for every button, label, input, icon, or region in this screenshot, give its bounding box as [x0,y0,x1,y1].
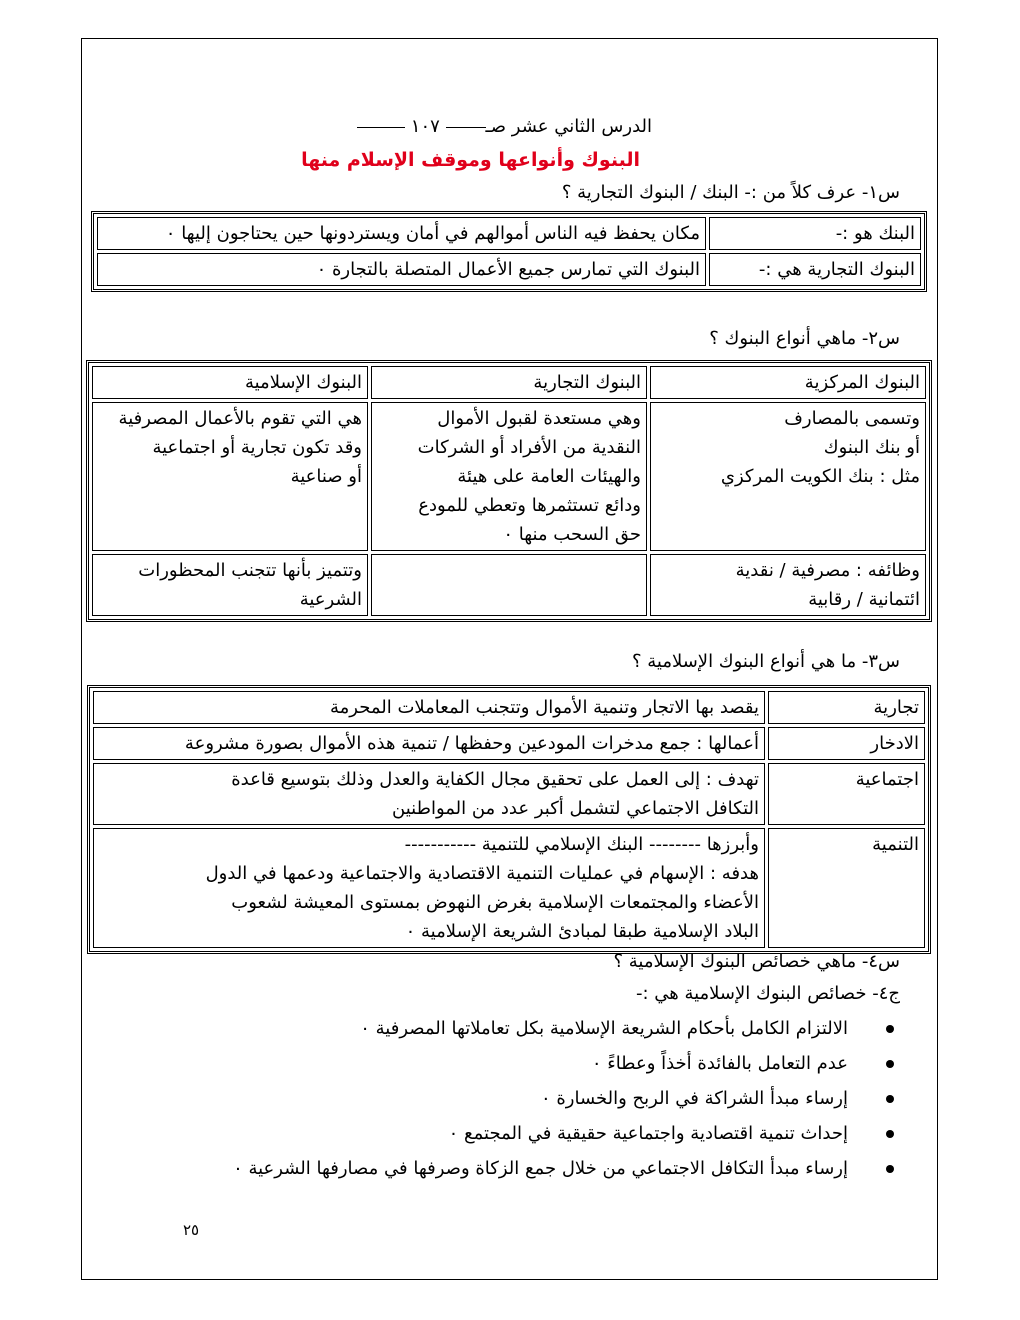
list-item-text: إرساء مبدأ التكافل الاجتماعي من خلال جمع الزكاة وصرفها في مصارفها الشرعية ٠ [233,1158,848,1179]
list-item-text: إرساء مبدأ الشراكة في الربح والخسارة ٠ [540,1088,848,1109]
table-row [93,727,925,760]
desc-line: أو صناعية [290,466,362,487]
desc-line: أعمالها : جمع مدخرات المودعين وحفظها / تنمية هذه الأموال بصورة مشروعة [184,733,759,754]
bullet-icon [886,1130,894,1138]
q1-definition: البنوك التي تمارس جميع الأعمال المتصلة بالتجارة ٠ [97,253,706,286]
page-number: ٢٥ [183,1221,200,1239]
desc-line: والهيئات العامة على هيئة [457,466,641,487]
desc-line: أو بنك البنوك [823,437,920,458]
q1-question: س١- عرف كلاً من :- البنك / البنوك التجارية ؟ [561,182,900,203]
commercial-banks-description [371,402,647,551]
desc-line: وتسمى بالمصارف [784,408,920,429]
q1-term: البنوك التجارية هي :- [709,253,921,286]
q1-definition: مكان يحفظ فيه الناس أموالهم في أمان ويستردونها حين يحتاجون إليها ٠ [97,217,706,250]
central-banks-functions [650,554,926,616]
list-item [170,1012,900,1047]
lesson-title-text: الدرس الثاني عشر صـ [485,116,652,137]
desc-line: وظائفه : مصرفية / نقدية [735,560,920,581]
desc-line: تهدف : إلى العمل على تحقيق مجال الكفاية والعدل وذلك بتوسيع قاعدة [231,769,759,790]
header-central-banks: البنوك المركزية [650,366,926,399]
desc-line: النقدية من الأفراد أو الشركات [417,437,641,458]
table-row [93,828,925,948]
desc-line: البلاد الإسلامية طبقا لمبادئ الشريعة الإسلامية ٠ [405,921,759,942]
type-label: التنمية [768,828,925,948]
table-row [93,763,925,825]
lesson-title [300,116,652,137]
type-label: اجتماعية [768,763,925,825]
q3-islamic-types-table [87,685,931,954]
table-row [92,366,926,399]
bullet-icon [886,1060,894,1068]
type-description [93,763,765,825]
bullet-icon [886,1025,894,1033]
type-description [93,691,765,724]
desc-line: التكافل الاجتماعي لتشمل أكبر عدد من المواطنين [392,798,759,819]
desc-line: ائتمانية / رقابية [808,589,920,610]
q1-definitions-table [91,211,927,292]
table-row [92,402,926,551]
type-description [93,727,765,760]
desc-line: هدفه : الإسهام في عمليات التنمية الاقتصادية والاجتماعية ودعمها في الدول [205,863,759,884]
table-row [92,554,926,616]
title-rule-1 [446,127,486,128]
lesson-page-number: ١٠٧ [410,116,440,137]
bullet-icon [886,1095,894,1103]
islamic-banks-extra [92,554,368,616]
desc-line: وقد تكون تجارية أو اجتماعية [152,437,362,458]
type-label: الادخار [768,727,925,760]
list-item-text: عدم التعامل بالفائدة أخذاً وعطاءً ٠ [591,1053,848,1074]
q3-question: س٣- ما هي أنواع البنوك الإسلامية ؟ [631,651,900,672]
q2-question: س٢- ماهي أنواع البنوك ؟ [709,328,900,349]
list-item [170,1047,900,1082]
desc-line: حق السحب منها ٠ [503,524,641,545]
type-label: تجارية [768,691,925,724]
desc-line: الأعضاء والمجتمعات الإسلامية بغرض النهوض بمستوى المعيشة لشعوب [231,892,759,913]
list-item [170,1117,900,1152]
desc-line: وأبرزها -------- البنك الإسلامي للتنمية ----------- [404,834,759,855]
q1-term: البنك هو :- [709,217,921,250]
title-rule-2 [357,127,405,128]
header-islamic-banks: البنوك الإسلامية [92,366,368,399]
list-item-text: الالتزام الكامل بأحكام الشريعة الإسلامية بكل تعاملاتها المصرفية ٠ [360,1018,848,1039]
main-title: البنوك وأنواعها وموقف الإسلام منها [301,149,640,171]
list-item [170,1082,900,1117]
desc-line: ودائع تستثمرها وتعطي للمودع [418,495,641,516]
commercial-banks-extra [371,554,647,616]
q2-bank-types-table [86,360,932,622]
type-description [93,828,765,948]
header-commercial-banks: البنوك التجارية [371,366,647,399]
desc-line: الشرعية [299,589,362,610]
bullet-icon [886,1165,894,1173]
desc-line: وتتميز بأنها تتجنب المحظورات [138,560,362,581]
desc-line: وهي مستعدة لقبول الأموال [437,408,641,429]
characteristics-list [170,1012,900,1187]
desc-line: هي التي تقوم بالأعمال المصرفية [118,408,362,429]
q4-answer-intro: ج٤- خصائص البنوك الإسلامية هي :- [635,983,900,1004]
q4-question: س٤- ماهي خصائص البنوك الإسلامية ؟ [613,951,900,972]
desc-line: مثل : بنك الكويت المركزي [720,466,920,487]
table-row [97,217,921,250]
table-row [93,691,925,724]
central-banks-description [650,402,926,551]
table-row [97,253,921,286]
desc-line: يقصد بها الاتجار وتنمية الأموال وتتجنب المعاملات المحرمة [330,697,759,718]
list-item [170,1152,900,1187]
islamic-banks-description [92,402,368,551]
list-item-text: إحداث تنمية اقتصادية واجتماعية حقيقية في المجتمع ٠ [448,1123,848,1144]
